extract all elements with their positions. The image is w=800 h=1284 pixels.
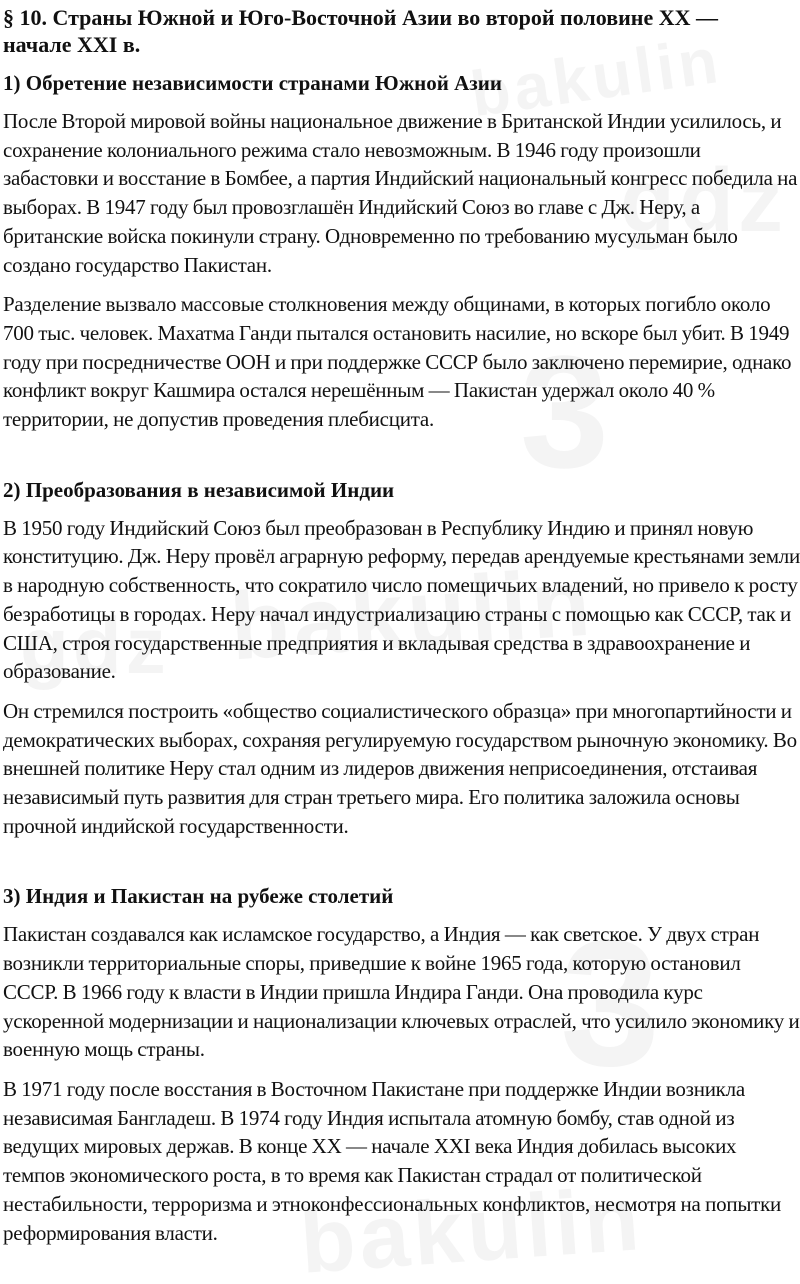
- paragraph: Разделение вызвало массовые столкновения между общинами, в которых погибло около 700 тыс. человек. Махатма Ганди пытался остановить насилие, но вскоре был убит. В 1949 году при посредничестве ООН и при поддержке СССР было заключено перемирие, однако конфликт вокруг Кашмира остался нерешённым — Пакистан удержал около 40 % территории, не допустив проведения плебисцита.: [3, 292, 792, 432]
- section-gap: [3, 851, 800, 883]
- section-3: [3, 883, 800, 1247]
- paragraph: Пакистан создавался как исламское государство, а Индия — как светское. У двух стран возникли территориальные споры, приведшие к войне 1965 года, которую остановил СССР. В 1966 году к власти в Индии пришла Индира Ганди. Она проводила курс ускоренной модернизации и национализации ключевых отраслей, что усилило экономику и военную мощь страны.: [3, 922, 800, 1062]
- paragraph: Он стремился построить «общество социалистического образца» при многопартийности и демократических выборах, сохраняя регулируемую государством рыночную экономику. Во внешней политике Неру стал одним из лидеров движения неприсоединения, отстаивая независимый путь развития для стран третьего мира. Его политика заложила основы прочной индийской государственности.: [3, 698, 797, 838]
- section-1: [3, 70, 800, 434]
- section-heading: 1) Обретение независимости странами Южной Азии: [3, 71, 502, 95]
- section-gap: [3, 445, 800, 477]
- page-title: § 10. Страны Южной и Юго-Восточной Азии во второй половине XX — начале XXI в.: [3, 5, 718, 57]
- section-heading: 2) Преобразования в независимой Индии: [3, 477, 395, 502]
- section-heading: 3) Индия и Пакистан на рубеже столетий: [3, 884, 394, 909]
- paragraph: После Второй мировой войны национальное движение в Британской Индии усилилось, и сохранение колониального режима стало невозможным. В 1946 году произошли забастовки и восстание в Бомбее, а партия Индийский национальный конгресс победила на выборах. В 1947 году был провозглашён Индийский Союз во главе с Дж. Неру, а британские войска покинули страну. Одновременно по требованию мусульман было создано государство Пакистан.: [3, 109, 798, 277]
- paragraph: В 1971 году после восстания в Восточном Пакистане при поддержке Индии возникла независимая Бангладеш. В 1974 году Индия испытала атомную бомбу, став одной из ведущих мировых держав. В конце XX — начале XXI века Индия добилась высоких темпов экономического роста, в то время как Пакистан страдал от политической нестабильности, терроризма и этноконфессиональных конфликтов, несмотря на попытки реформирования власти.: [3, 1076, 782, 1245]
- section-2: [3, 477, 800, 841]
- paragraph: В 1950 году Индийский Союз был преобразован в Республику Индию и принял новую конституцию. Дж. Неру провёл аграрную реформу, передав арендуемые крестьянами земли в народную собственность, что сократило число помещичьих владений, но привело к росту безработицы в городах. Неру начал индустриализацию страны с помощью как СССР, так и США, строя государственные предприятия и вкладывая средства в здравоохранение и образование.: [3, 515, 800, 684]
